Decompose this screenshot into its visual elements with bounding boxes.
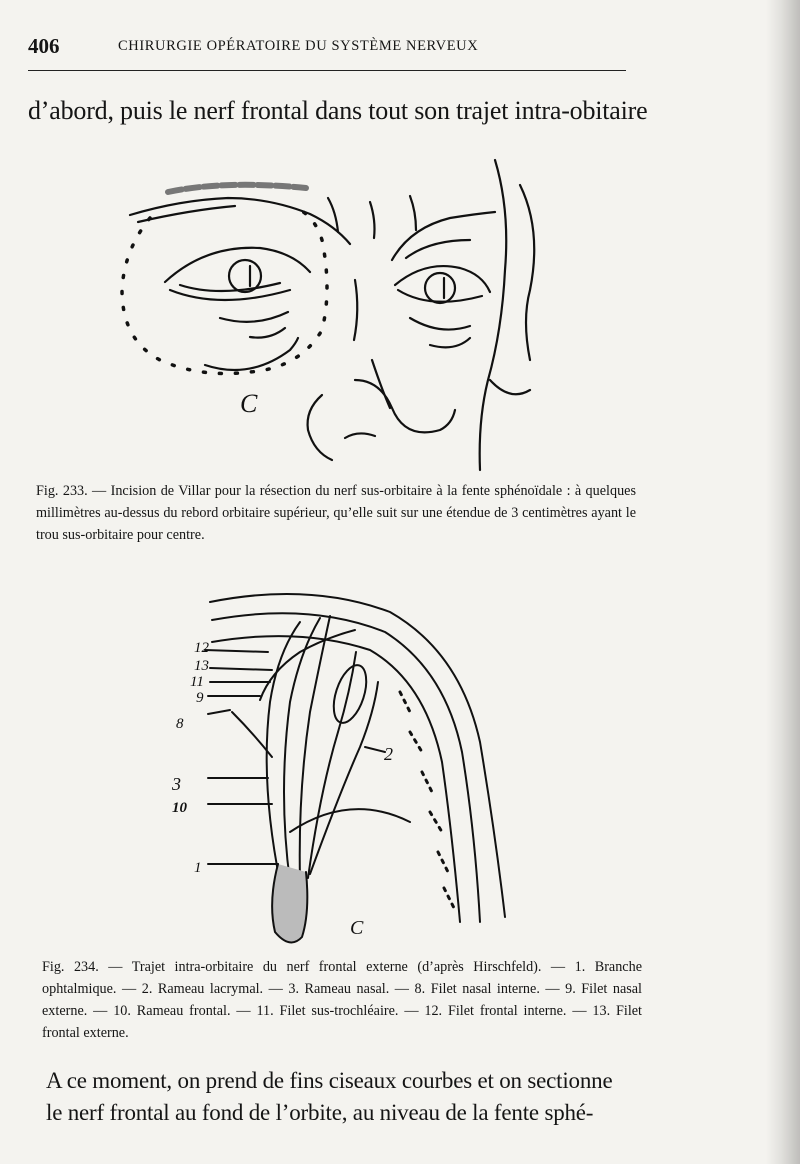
- body-text-line-1: A ce moment, on prend de fins ciseaux courbes et on sectionne: [46, 1068, 613, 1093]
- page-number: 406: [28, 34, 60, 58]
- figure-233-illustration: [110, 140, 570, 475]
- running-title: CHIRURGIE OPÉRATOIRE DU SYSTÈME NERVEUX: [118, 38, 479, 54]
- figure-234-label-10: 10: [172, 800, 187, 816]
- figure-234-label-13: 13: [194, 658, 209, 674]
- figure-234-caption-text: Trajet intra-orbitaire du nerf frontal externe (d’après Hirschfeld). — 1. Branche ophtalmique. — 2. Rameau lacrymal. — 3. Rameau nasal. — 8. Filet nasal interne. — 9. Filet nasal externe. — 10. Rameau frontal. — 11. Filet sus-trochléaire. — 12. Filet frontal interne. — 13. Filet frontal externe.: [42, 959, 642, 1041]
- figure-234-label-11: 11: [190, 674, 204, 690]
- figure-234-caption-ref: Fig. 234. —: [42, 959, 123, 975]
- figure-234-label-12: 12: [194, 640, 209, 656]
- figure-234-label-9: 9: [196, 690, 204, 706]
- header-rule: [28, 70, 626, 71]
- figure-234-label-1: 1: [194, 860, 202, 876]
- page-edge-shadow: [766, 0, 800, 1164]
- page-header: [28, 34, 628, 62]
- figure-233-caption-text: Incision de Villar pour la résection du nerf sus-orbitaire à la fente sphénoïdale : à quelques millimètres au-dessus du rebord orbitaire supérieur, qu’elle suit sur une étendue de 3 centimètres ayant le trou sus-orbitaire pour centre.: [36, 483, 636, 543]
- body-text-line-2: le nerf frontal au fond de l’orbite, au niveau de la fente sphé-: [46, 1100, 594, 1125]
- figure-233-caption-ref: Fig. 233. —: [36, 483, 107, 499]
- figure-234-label-c: C: [350, 917, 364, 939]
- figure-233-caption: [36, 480, 636, 546]
- figure-234-label-3: 3: [172, 774, 181, 794]
- figure-234-caption: [42, 956, 642, 1044]
- figure-233-label: C: [240, 389, 258, 418]
- figure-234-illustration: [160, 582, 520, 952]
- figure-234-label-8: 8: [176, 716, 184, 732]
- figure-234-label-2: 2: [384, 744, 393, 764]
- body-text-top-line: d’abord, puis le nerf frontal dans tout son trajet intra-obitaire: [28, 96, 648, 125]
